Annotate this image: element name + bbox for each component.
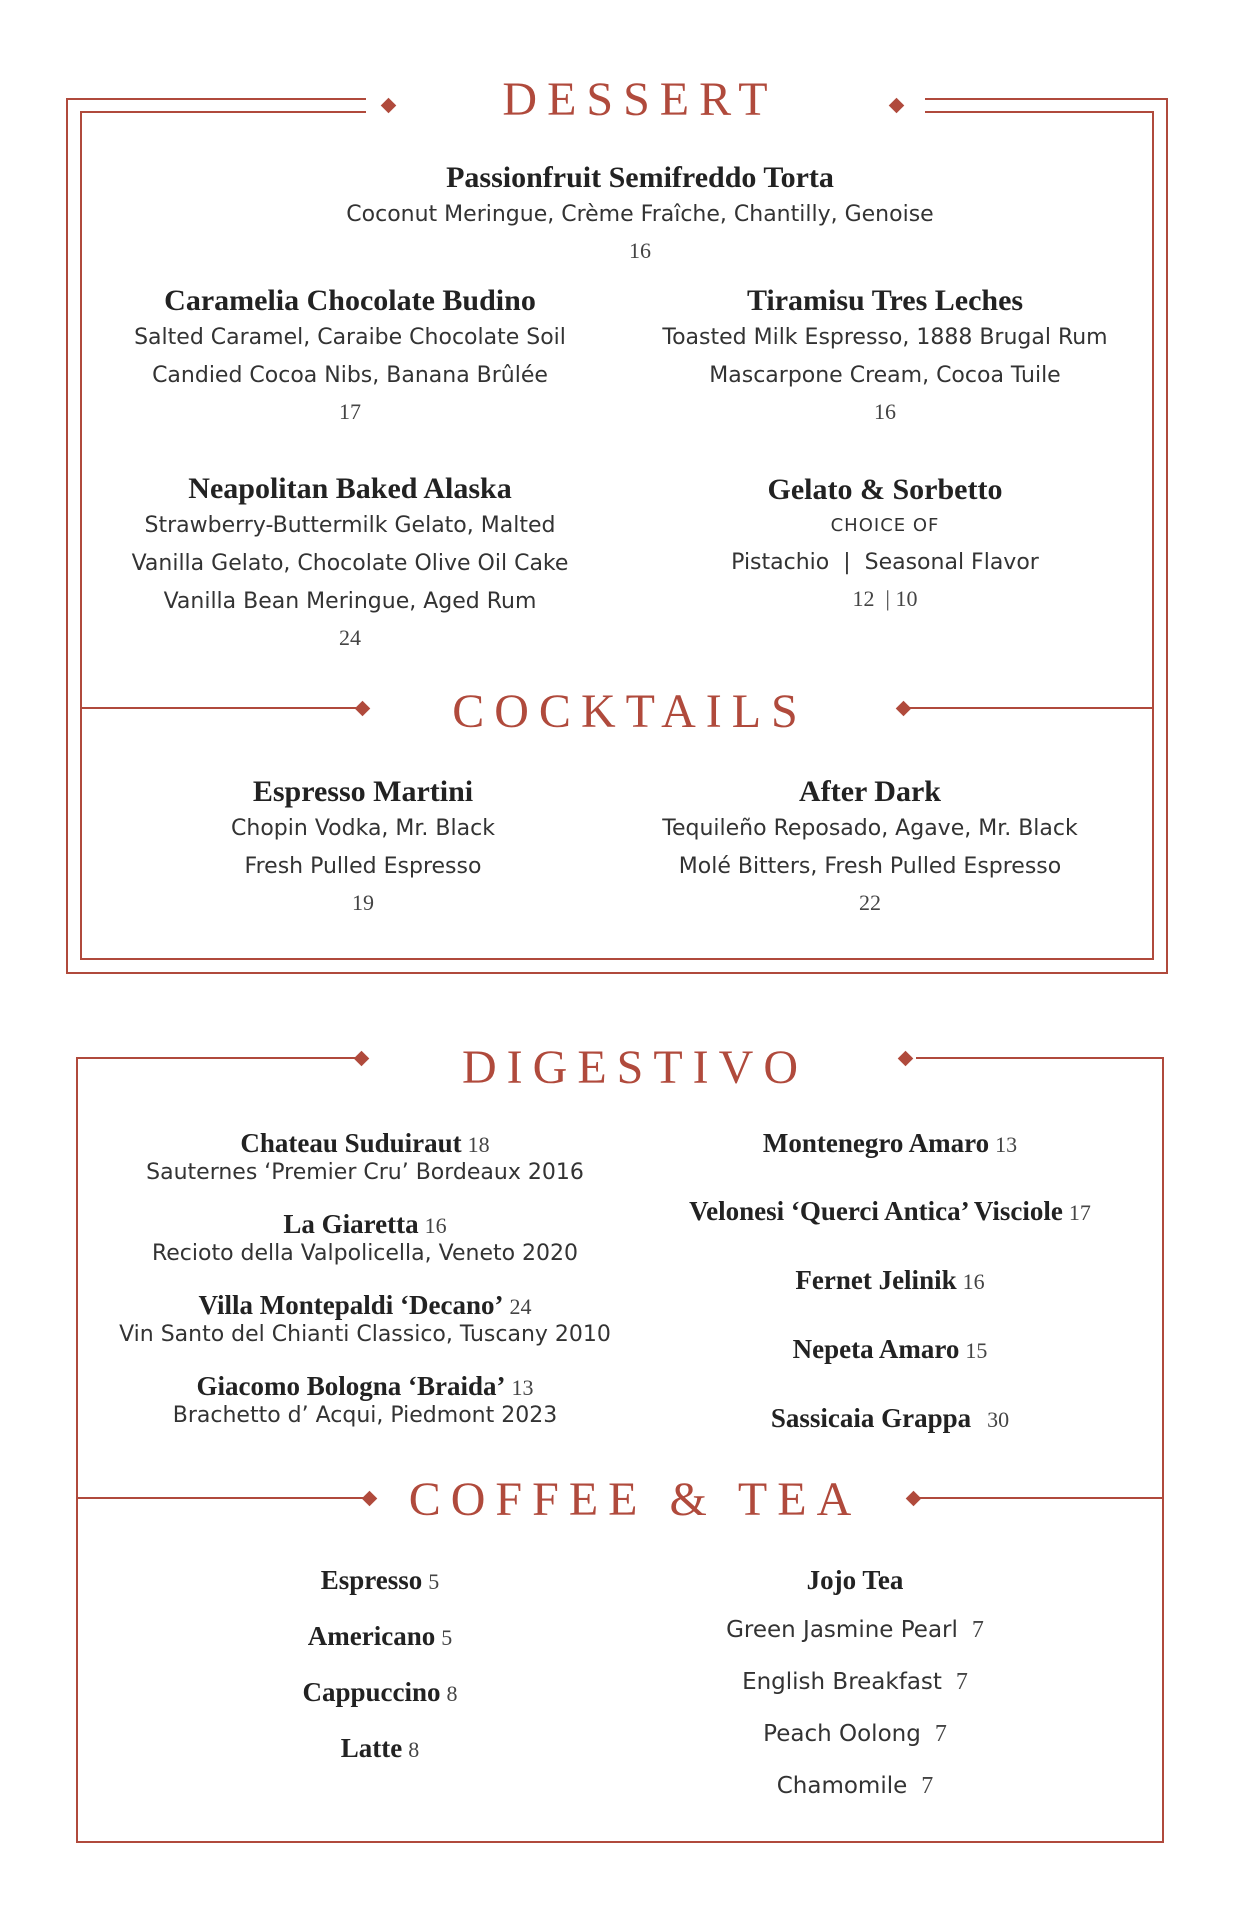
frame-line — [76, 1841, 1164, 1843]
item-price: 16 — [629, 238, 651, 263]
frame-line — [1162, 1057, 1164, 1843]
item-price: 13 — [511, 1375, 534, 1400]
menu-item-baked-alaska — [100, 471, 600, 655]
frame-line — [66, 972, 1168, 974]
diamond-ornament — [898, 1051, 914, 1067]
divider-line — [906, 707, 1152, 709]
item-note: CHOICE OF — [830, 515, 940, 536]
diamond-ornament — [889, 98, 905, 114]
item-name: Neapolitan Baked Alaska — [188, 472, 512, 505]
item-price: 7 — [934, 1721, 947, 1747]
item-name: Espresso — [320, 1565, 423, 1595]
item-name: Sassicaia Grappa — [770, 1403, 972, 1433]
diamond-ornament — [355, 701, 371, 717]
section-title-coffee-tea: COFFEE & TEA — [408, 1473, 862, 1526]
digestivo-item — [100, 1209, 630, 1268]
item-desc: Molé Bitters, Fresh Pulled Espresso — [678, 854, 1062, 879]
item-name: Americano — [307, 1621, 436, 1651]
item-price: 30 — [987, 1407, 1010, 1432]
item-desc: Sauternes ‘Premier Cru’ Bordeaux 2016 — [146, 1160, 584, 1185]
diamond-ornament — [381, 98, 397, 114]
digestivo-item — [640, 1265, 1140, 1296]
item-name: Montenegro Amaro — [762, 1128, 990, 1158]
item-price: 5 — [428, 1569, 440, 1594]
digestivo-item — [100, 1128, 630, 1187]
tea-heading-label: Jojo Tea — [806, 1565, 904, 1595]
item-price: 13 — [995, 1132, 1018, 1157]
digestivo-item — [640, 1196, 1140, 1227]
coffee-item — [180, 1733, 580, 1764]
menu-item-gelato — [635, 472, 1135, 616]
tea-item — [655, 1669, 1055, 1696]
frame-line — [76, 1057, 356, 1059]
coffee-item — [180, 1677, 580, 1708]
item-name: Gelato & Sorbetto — [767, 473, 1003, 506]
item-name: Latte — [340, 1733, 403, 1763]
frame-line — [80, 958, 1154, 960]
frame-line — [916, 1057, 1164, 1059]
item-desc: Brachetto d’ Acqui, Piedmont 2023 — [172, 1403, 558, 1428]
item-desc: Candied Cocoa Nibs, Banana Brûlée — [152, 363, 548, 388]
digestivo-item — [640, 1403, 1140, 1434]
diamond-ornament — [896, 701, 912, 717]
section-title-dessert: DESSERT — [502, 73, 778, 126]
item-price: 15 — [965, 1338, 988, 1363]
item-desc: Toasted Milk Espresso, 1888 Brugal Rum — [662, 325, 1108, 350]
item-price: 8 — [408, 1737, 420, 1762]
coffee-item — [180, 1621, 580, 1652]
frame-line — [80, 111, 82, 960]
diamond-ornament — [906, 1491, 922, 1507]
section-title-cocktails: COCKTAILS — [452, 685, 808, 738]
coffee-item — [180, 1565, 580, 1596]
item-desc: Vin Santo del Chianti Classico, Tuscany 2010 — [119, 1322, 611, 1347]
item-name: Chateau Suduiraut — [240, 1128, 462, 1158]
item-desc: Coconut Meringue, Crème Fraîche, Chantilly, Genoise — [346, 202, 934, 227]
item-price: 12 | 10 — [852, 586, 918, 611]
diamond-ornament — [354, 1051, 370, 1067]
item-name: Peach Oolong — [763, 1721, 921, 1747]
item-price: 19 — [352, 890, 374, 915]
item-price: 24 — [509, 1294, 532, 1319]
digestivo-item — [640, 1334, 1140, 1365]
tea-item — [655, 1617, 1055, 1644]
digestivo-item — [100, 1371, 630, 1430]
frame-line — [66, 98, 68, 974]
diamond-ornament — [362, 1491, 378, 1507]
item-price: 16 — [962, 1269, 985, 1294]
tea-item — [655, 1773, 1055, 1800]
item-price: 5 — [441, 1625, 453, 1650]
item-name: Giacomo Bologna ‘Braida’ — [196, 1371, 506, 1401]
menu-item-espresso-martini — [113, 774, 613, 920]
divider-line — [916, 1497, 1164, 1499]
menu-item-passionfruit — [250, 160, 1030, 268]
section-title-digestivo: DIGESTIVO — [462, 1041, 808, 1094]
item-price: 17 — [339, 399, 361, 424]
item-desc: Strawberry-Buttermilk Gelato, Malted — [144, 513, 556, 538]
divider-line — [80, 707, 356, 709]
frame-line — [66, 98, 366, 100]
item-desc: Tequileño Reposado, Agave, Mr. Black — [662, 816, 1078, 841]
item-desc: Vanilla Gelato, Chocolate Olive Oil Cake — [131, 551, 569, 576]
tea-heading — [655, 1565, 1055, 1596]
tea-item — [655, 1721, 1055, 1748]
digestivo-item — [640, 1128, 1140, 1159]
item-name: Green Jasmine Pearl — [726, 1617, 958, 1643]
item-name: La Giaretta — [283, 1209, 419, 1239]
item-price: 7 — [921, 1773, 934, 1799]
item-name: English Breakfast — [742, 1669, 942, 1695]
item-price: 8 — [446, 1681, 458, 1706]
item-desc: Pistachio | Seasonal Flavor — [731, 550, 1039, 575]
divider-line — [76, 1497, 364, 1499]
item-desc: Fresh Pulled Espresso — [244, 854, 482, 879]
menu-item-caramelia — [100, 283, 600, 429]
item-price: 17 — [1068, 1200, 1091, 1225]
item-name: After Dark — [799, 775, 941, 808]
item-desc: Vanilla Bean Meringue, Aged Rum — [163, 589, 537, 614]
item-name: Villa Montepaldi ‘Decano’ — [198, 1290, 504, 1320]
frame-line — [1166, 98, 1168, 974]
menu-item-tiramisu — [635, 283, 1135, 429]
item-price: 24 — [339, 625, 361, 650]
item-price: 7 — [955, 1669, 968, 1695]
item-price: 16 — [424, 1213, 447, 1238]
item-desc: Recioto della Valpolicella, Veneto 2020 — [151, 1241, 579, 1266]
menu-item-after-dark — [620, 774, 1120, 920]
item-name: Cappuccino — [302, 1677, 441, 1707]
frame-line — [76, 1057, 78, 1843]
item-price: 22 — [859, 890, 881, 915]
item-desc: Mascarpone Cream, Cocoa Tuile — [709, 363, 1061, 388]
digestivo-item — [100, 1290, 630, 1349]
item-price: 7 — [971, 1617, 984, 1643]
item-name: Nepeta Amaro — [792, 1334, 960, 1364]
item-name: Passionfruit Semifreddo Torta — [446, 161, 834, 194]
frame-line — [925, 111, 1154, 113]
item-name: Velonesi ‘Querci Antica’ Visciole — [689, 1196, 1063, 1226]
item-name: Chamomile — [776, 1773, 908, 1799]
item-name: Espresso Martini — [252, 775, 474, 808]
item-desc: Chopin Vodka, Mr. Black — [231, 816, 495, 841]
frame-line — [1152, 111, 1154, 960]
item-desc: Salted Caramel, Caraibe Chocolate Soil — [134, 325, 566, 350]
item-price: 16 — [874, 399, 896, 424]
item-name: Fernet Jelinik — [795, 1265, 957, 1295]
item-name: Tiramisu Tres Leches — [746, 284, 1024, 317]
item-name: Caramelia Chocolate Budino — [164, 284, 536, 317]
frame-line — [80, 111, 366, 113]
item-price: 18 — [467, 1132, 490, 1157]
frame-line — [925, 98, 1168, 100]
